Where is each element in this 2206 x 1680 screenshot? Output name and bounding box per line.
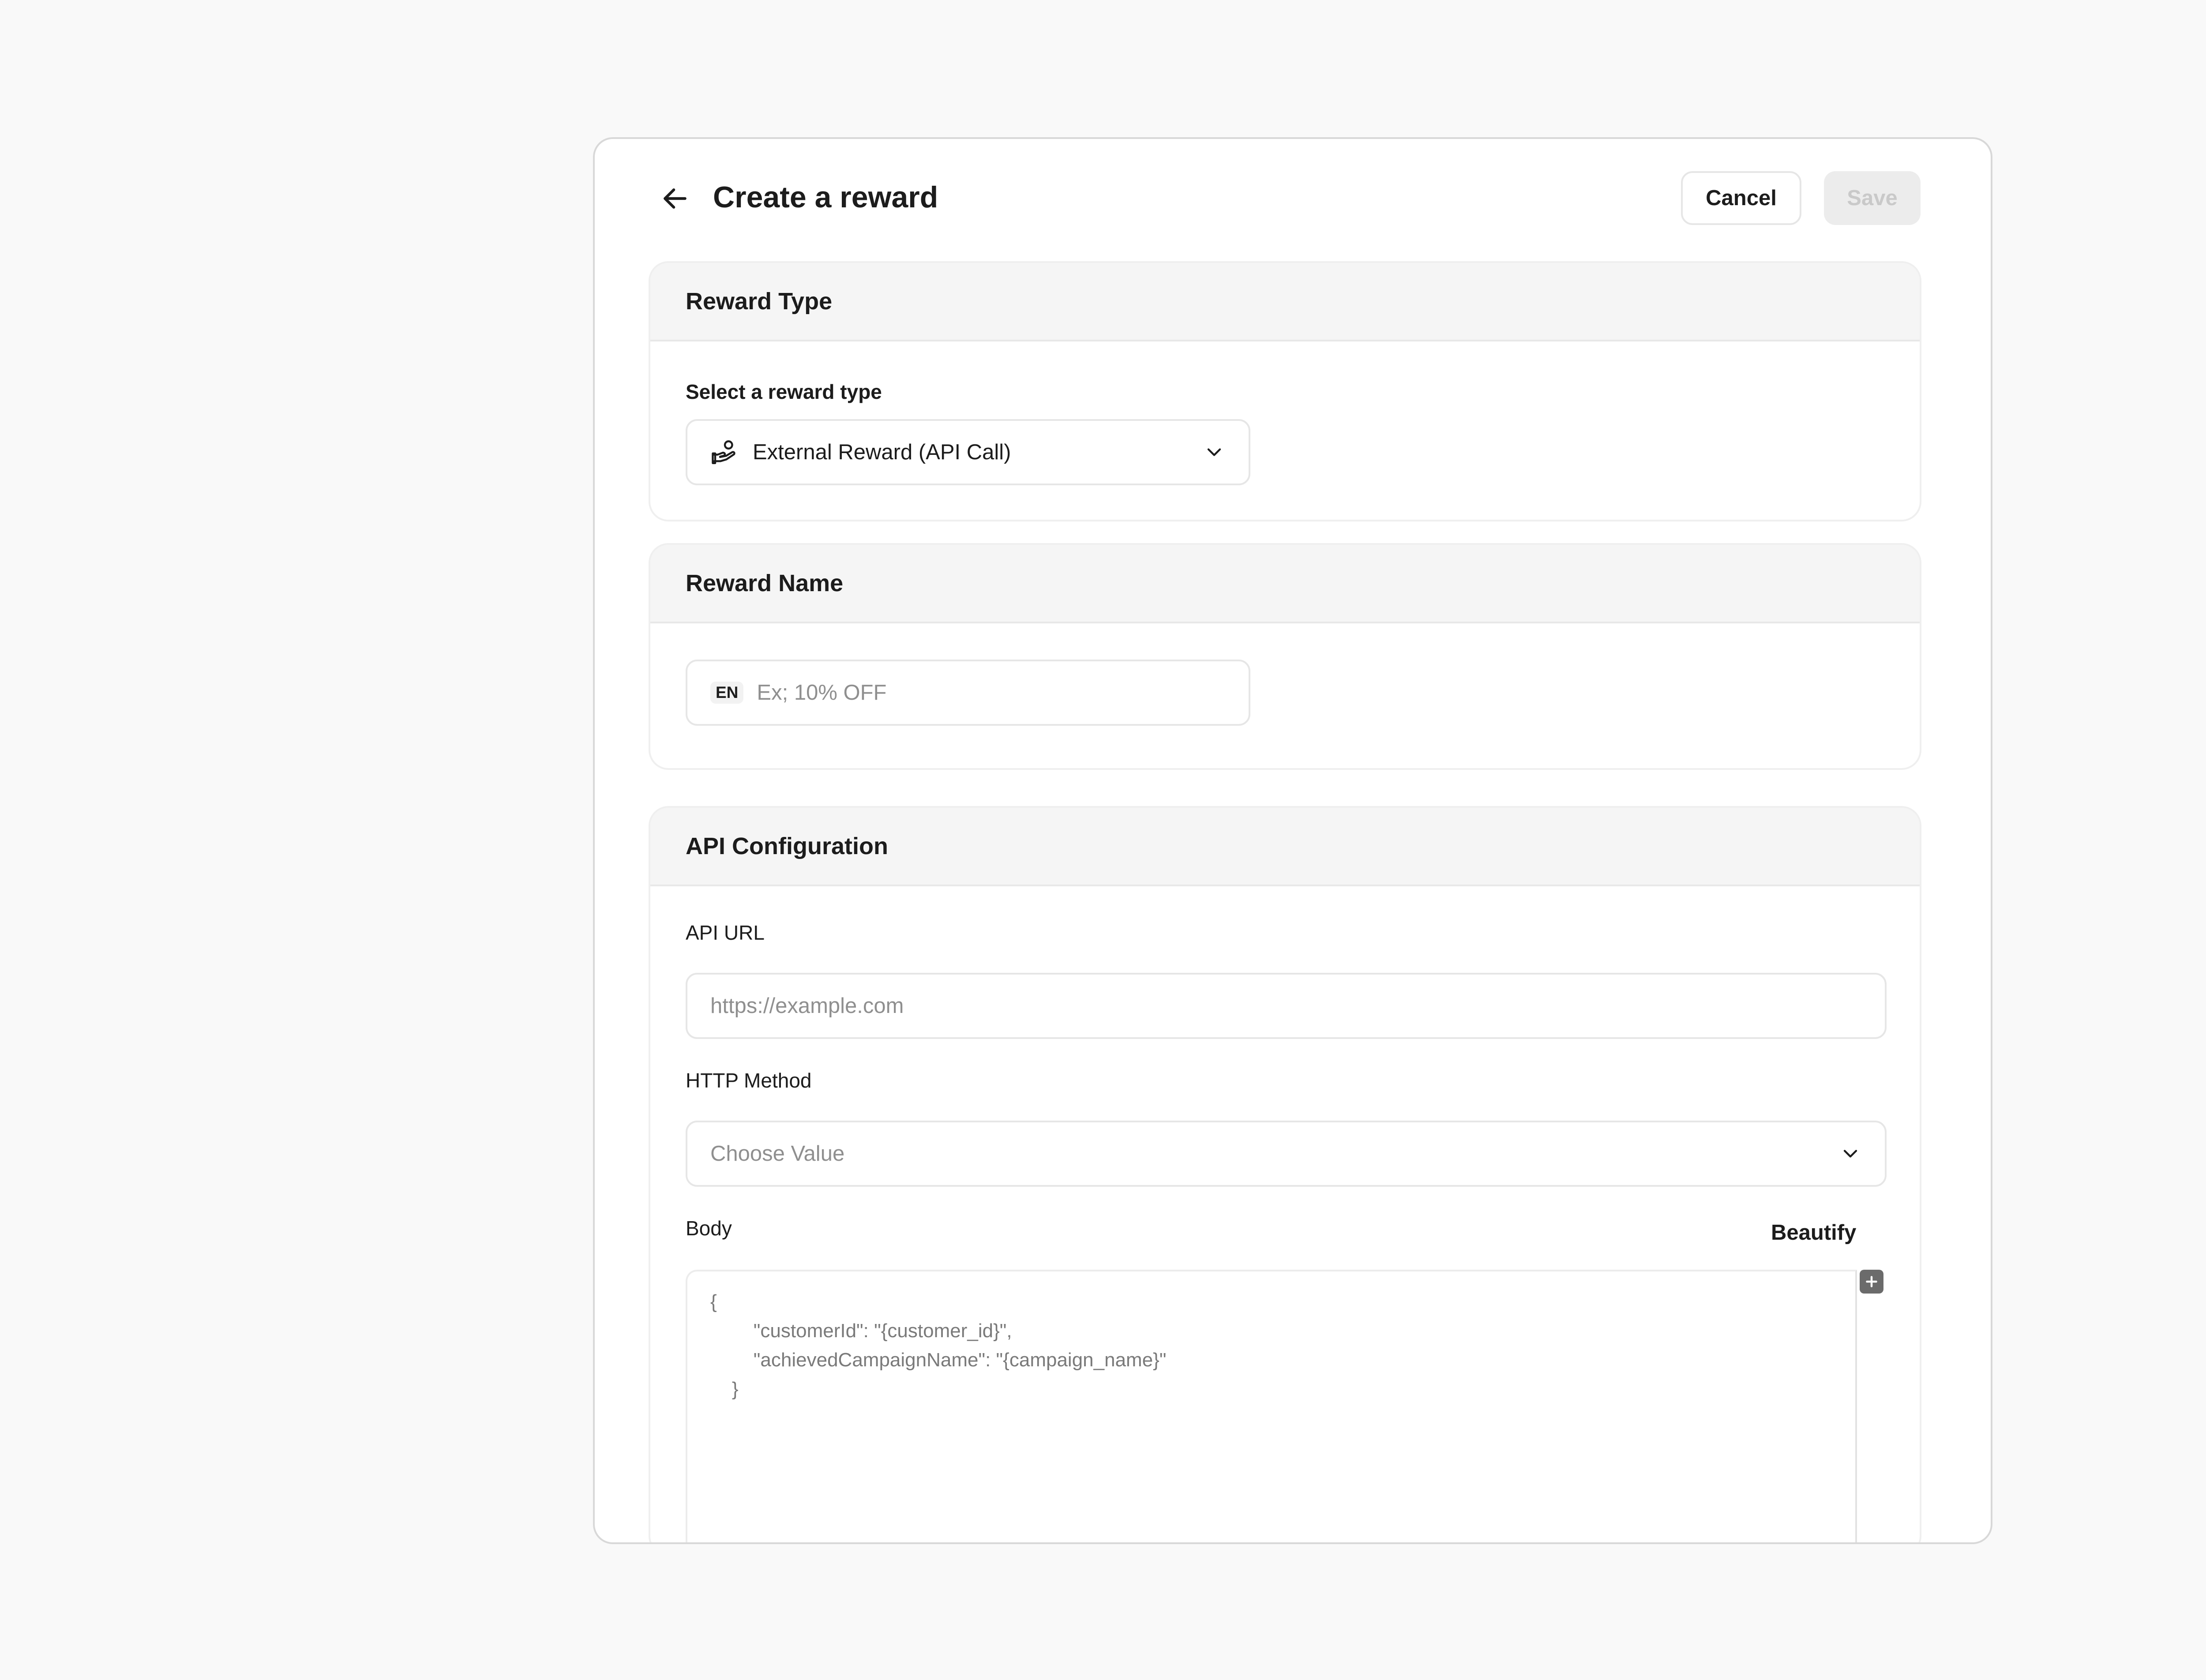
reward-name-input[interactable] [686,660,1250,726]
section-title: Reward Name [650,545,1920,623]
code-line: { [710,1291,717,1312]
api-url-placeholder: https://example.com [710,994,904,1018]
save-button[interactable]: Save [1824,171,1921,225]
api-configuration-section [649,806,1921,1544]
reward-type-section [649,261,1921,521]
code-line: "achievedCampaignName": "{campaign_name}" [710,1349,1167,1371]
body-label: Body [686,1217,732,1240]
plus-icon [1864,1274,1880,1290]
section-title: API Configuration [650,808,1920,886]
section-title: Reward Type [650,263,1920,341]
api-url-input[interactable] [686,973,1887,1039]
reward-name-section [649,543,1921,770]
expand-editor-button[interactable] [1860,1270,1883,1294]
body-code-editor[interactable] [686,1270,1857,1544]
beautify-button[interactable]: Beautify [1771,1221,1857,1245]
http-method-select[interactable] [686,1121,1887,1187]
back-button[interactable] [651,174,699,223]
chevron-down-icon [1203,441,1226,464]
reward-type-value: External Reward (API Call) [753,440,1011,464]
http-method-placeholder: Choose Value [710,1142,845,1166]
arrow-left-icon [660,184,690,214]
api-url-label: API URL [686,921,765,944]
reward-type-label: Select a reward type [686,380,882,403]
code-line: } [710,1378,739,1400]
cancel-button[interactable]: Cancel [1681,171,1801,225]
reward-type-select[interactable] [686,419,1250,485]
reward-name-placeholder: Ex; 10% OFF [757,681,887,705]
code-line: "customerId": "{customer_id}", [710,1320,1012,1342]
modal-header [595,139,1991,262]
language-badge: EN [710,682,743,704]
hand-coin-icon [710,438,739,467]
create-reward-modal [593,137,1992,1544]
http-method-label: HTTP Method [686,1069,812,1092]
chevron-down-icon [1839,1142,1862,1165]
page-title: Create a reward [713,180,938,214]
